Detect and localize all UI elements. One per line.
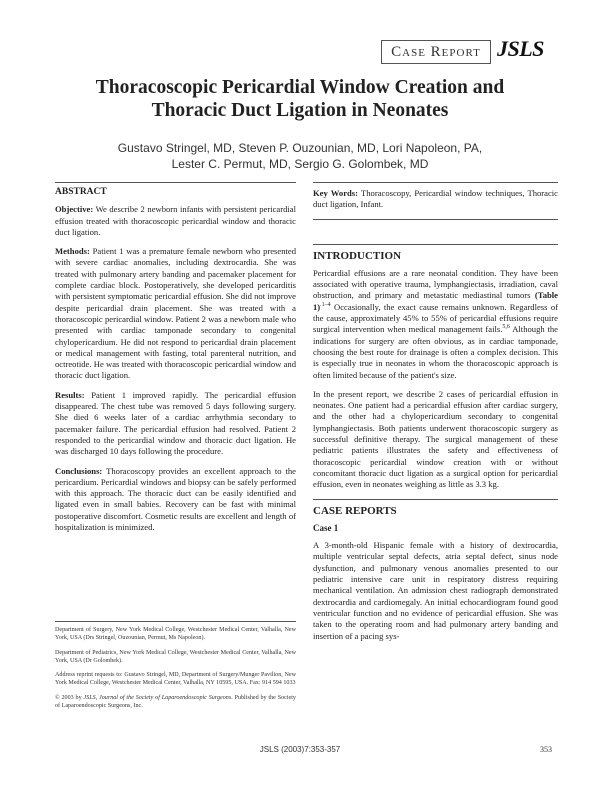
keywords-bottom-rule — [313, 219, 558, 220]
authors-line-1: Gustavo Stringel, MD, Steven P. Ouzounian, MD, Lori Napoleon, PA, — [117, 141, 483, 155]
intro-paragraph-1 — [313, 268, 558, 381]
methods-text: Patient 1 was a premature female newborn who presented with severe cardiac anomalies, including dextrocardia. She was treated with pulmonary artery banding and pacemaker placement for complete cardiac block. Postoperatively, she developed pericarditis with persistent symptomatic pericardial effusion. She did not improve despite pericardial drain placement. She was treated with a thoracoscopic pericardial window. Patient 2 was a newborn male who presented with cardiac tamponade secondary to congenital chylopericardium. He did not respond to pericardial drain placement or medical management with fasting, total parenteral nutrition, and octreotide. He was treated with thoracoscopic pericardial window and thoracic duct ligation. — [55, 246, 296, 381]
copyright-notice — [55, 694, 296, 711]
intro-top-rule — [313, 244, 558, 245]
results-text: Patient 1 improved rapidly. The pericardial effusion disappeared. The chest tube was removed 5 days following surgery. She died 6 weeks later of a cardiac arrhythmia secondary to pacemaker failure. The pericardial effusion had resolved. Patient 2 responded to the pericardial window and thoracic duct ligation. He was discharged 10 days following the procedure. — [55, 389, 296, 457]
keywords-label: Key Words: — [313, 188, 358, 198]
table-1-ref[interactable]: (Table 1) — [313, 290, 558, 312]
right-column — [313, 182, 558, 650]
footnote-rule — [55, 621, 296, 622]
intro-p1-c: Although the indications for surgery are often obvious, as in cardiac tamponade, choosing the best route for drainage is often a complex decision. This is especially true in neonates in whom the thoracoscopic approach is often limited because of the patient's size. — [313, 324, 558, 380]
case-1-text: A 3-month-old Hispanic female with a history of dextrocardia, multiple ventricular septal defects, atria septal defect, sinus node dysfunction, and pulmonary venous anomalies presented to our pediatric intensive care unit in respiratory distress requiring mechanical ventilation. An admission chest radiograph demonstrated dextrocardia and cardiomegaly. An initial echocardiogram found good ventricular function and no evidence of pericardial effusion. She was taken to the operating room and had pulmonary artery banding and insertion of a pacing sys- — [313, 540, 558, 641]
abstract-objective — [55, 204, 296, 238]
ref-5-6: 5,6 — [502, 324, 510, 331]
copyright-b: . Published by the Society of Laparoendoscopic Surgeons, Inc. — [55, 694, 296, 710]
title-line-1: Thoracoscopic Pericardial Window Creation and — [95, 77, 505, 98]
intro-paragraph-2: In the present report, we describe 2 cases of pericardial effusion in neonates. One patient had a pericardial effusion after cardiac surgery, and the other had a chylopericardium secondary to congenital lymphangiectasis. Both patients underwent thoracoscopic surgery as successful definitive therapy. The surgical management of these pediatric patients illustrates the safety and effectiveness of thoracoscopic pericardial window creation with or without concomitant thoracic duct ligation as a surgical option for pericardial effusion, even in neonates weighing as little as 3.3 kg. — [313, 388, 558, 490]
abstract-methods — [55, 246, 296, 382]
affiliation-1: Department of Surgery, New York Medical College, Westchester Medical Center, Valhalla, New York, USA (Drs Stringel, Ouzounian, Permut, Ms Napoleon). — [55, 627, 296, 642]
author-list — [40, 140, 560, 172]
journal-citation: JSLS (2003)7:353-357 — [259, 745, 341, 754]
page-number: 353 — [540, 745, 552, 754]
journal-logo: JSLS — [497, 36, 544, 61]
article-title — [40, 76, 560, 122]
introduction-heading: INTRODUCTION — [313, 249, 402, 262]
case-1-heading: Case 1 — [313, 522, 339, 533]
copyright-journal: JSLS, Journal of the Society of Laparoendoscopic Surgeons — [83, 694, 232, 701]
keywords — [313, 188, 558, 211]
keywords-top-rule — [313, 182, 558, 183]
methods-label: Methods: — [55, 246, 90, 257]
abstract-conclusions — [55, 466, 296, 534]
keywords-text: Thoracoscopy, Pericardial window techniques, Thoracic duct ligation, Infant. — [313, 188, 558, 210]
intro-p1-b: Occasionally, the exact cause remains unknown. Regardless of the cause, approximately 45% to 55% of pericardial effusions require surgical intervention when medical management fails. — [313, 301, 558, 335]
objective-label: Objective: — [55, 204, 94, 215]
affiliation-2: Department of Pediatrics, New York Medical College, Westchester Medical Center, Valhalla, New York, USA (Dr Golombek). — [55, 649, 296, 664]
copyright-a: © 2003 by — [55, 694, 84, 701]
intro-p1-a: Pericardial effusions are a rare neonatal condition. They have been associated with operative trauma, lymphangiectasis, irradiation, caval obstruction, and primary and metastatic mediastinal tumors — [313, 267, 558, 301]
section-label: Case Report — [381, 40, 491, 64]
ref-1-4: .1–4 — [320, 301, 331, 308]
reprint-address: Address reprint requests to: Gustavo Stringel, MD, Department of Surgery/Munger Pavilion, New York Medical College, Westchester Medical Center, Valhalla, NY 10595, USA. Fax: 914 594 1033 — [55, 672, 296, 687]
abstract-top-rule — [55, 182, 296, 183]
abstract-heading: ABSTRACT — [55, 187, 107, 197]
title-line-2: Thoracic Duct Ligation in Neonates — [151, 100, 449, 121]
left-column — [55, 182, 296, 541]
conclusions-label: Conclusions: — [55, 465, 103, 476]
abstract-results — [55, 390, 296, 458]
conclusions-text: Thoracoscopy provides an excellent approach to the pericardium. Pericardial windows and biopsy can be safely performed with this approach. The thoracic duct can be easily identified and ligated even in small babies. Recovery can be fast with minimal postoperative discomfort. Cosmetic results are excellent and length of hospitalization is minimized. — [55, 465, 296, 533]
case-reports-heading: CASE REPORTS — [313, 504, 397, 517]
footnotes — [55, 621, 296, 716]
authors-line-2: Lester C. Permut, MD, Sergio G. Golombek, MD — [171, 157, 429, 171]
objective-text: We describe 2 newborn infants with persistent pericardial effusion treated with thoracoscopic pericardial window and thoracic duct ligation. — [55, 204, 296, 237]
results-label: Results: — [55, 389, 85, 400]
case-reports-rule — [313, 499, 558, 500]
